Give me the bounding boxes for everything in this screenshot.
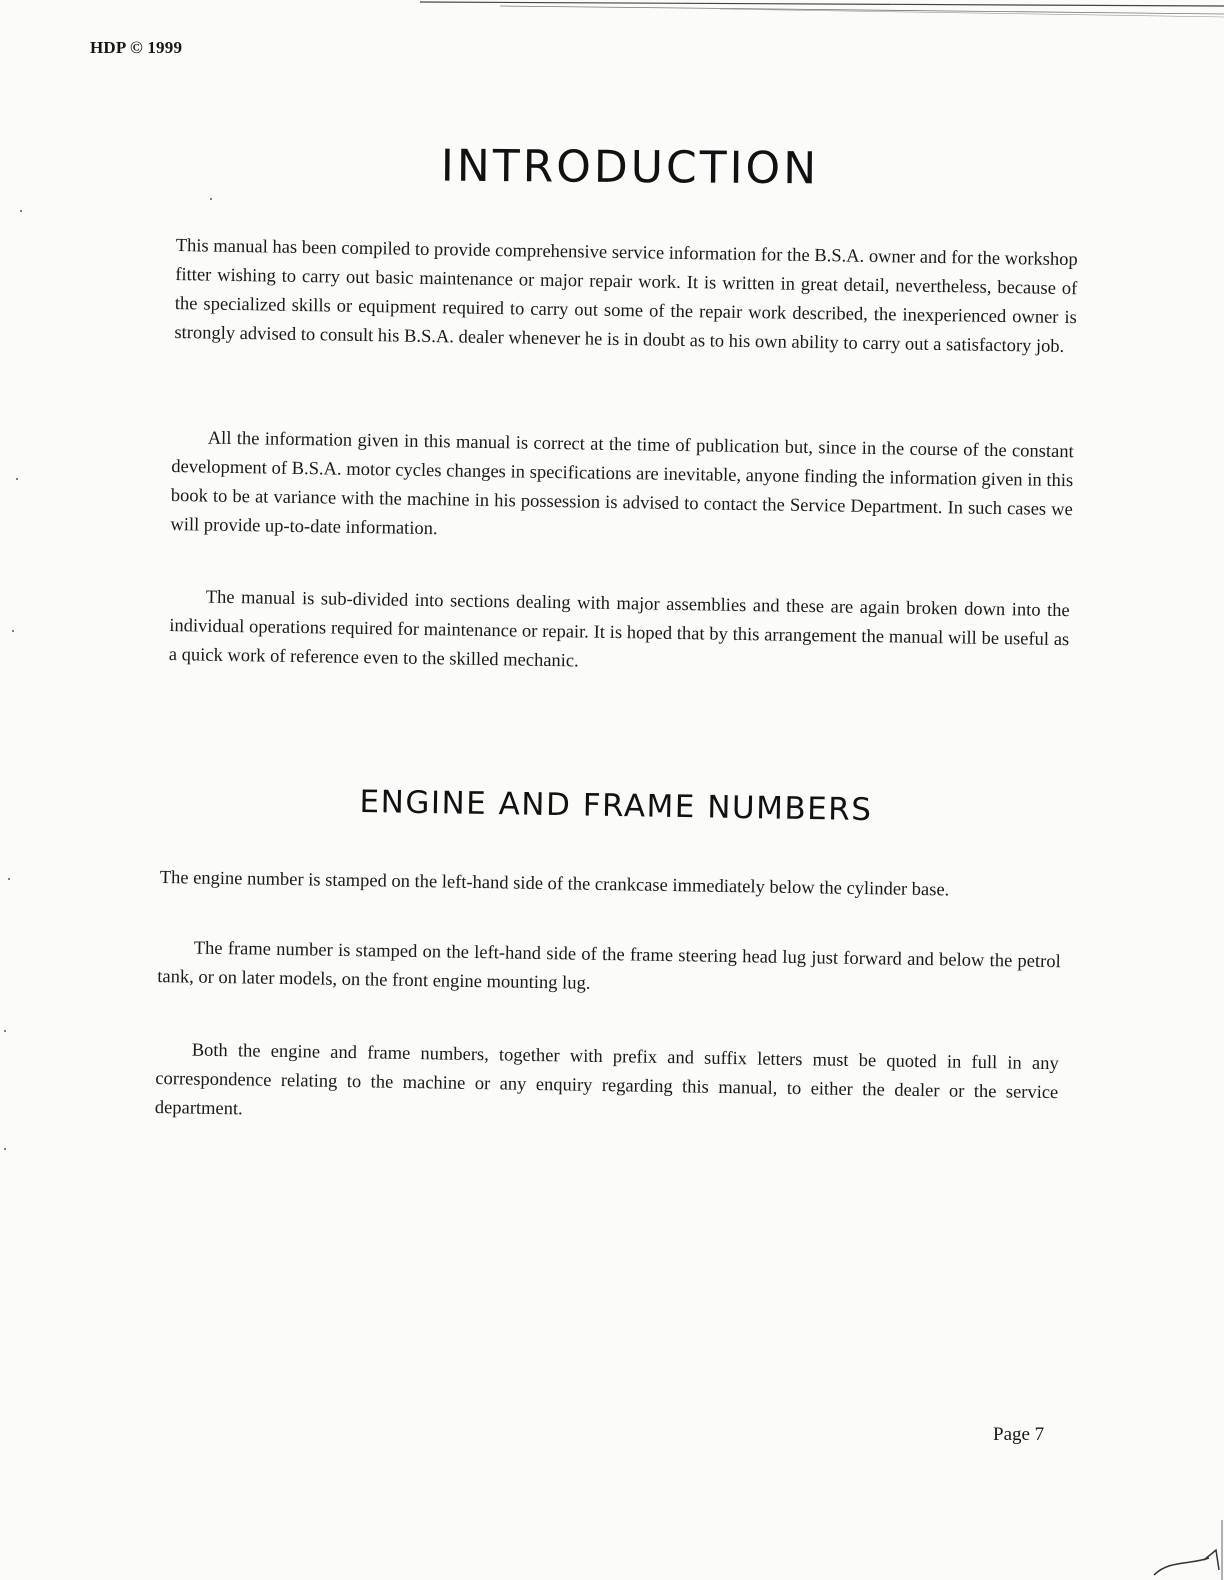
- engine-number-paragraph: The engine number is stamped on the left-hand side of the crankcase immediately below the cylinder base.: [159, 867, 950, 901]
- scan-speck: [20, 210, 22, 212]
- scan-speck: [8, 878, 10, 880]
- scan-speck: [16, 478, 18, 480]
- scan-speck: [4, 1148, 6, 1150]
- quoting-numbers-paragraph: Both the engine and frame numbers, together with prefix and suffix letters must be quoted in full in any correspondence relating to the machine or any enquiry regarding this manual, to either the dealer or the service department.: [154, 1040, 1059, 1120]
- scan-edge-mark: [1134, 1520, 1224, 1580]
- engine-frame-numbers-title: ENGINE AND FRAME NUMBERS: [359, 783, 873, 829]
- introduction-paragraph-2: All the information given in this manual is correct at the time of publication but, since in the course of the constant development of B.S.A. motor cycles changes in specifications are inevitable, anyone finding the information given in this book to be at variance with the machine in his possession is advised to contact the Service Department. In such cases we will provide up-to-date information.: [170, 428, 1074, 540]
- top-scan-rule: [420, 0, 1224, 18]
- scan-speck: [4, 1030, 6, 1032]
- copyright-mark: HDP © 1999: [90, 38, 183, 57]
- page-number: Page 7: [993, 1424, 1045, 1445]
- scan-speck: [12, 630, 14, 632]
- introduction-paragraph-3: The manual is sub-divided into sections dealing with major assemblies and these are again broken down into the individual operations required for maintenance or repair. It is hoped that by this arrangement the manual will be useful as a quick work of reference even to the skilled mechanic.: [168, 587, 1070, 672]
- introduction-paragraph-1: This manual has been compiled to provide comprehensive service information for the B.S.A. owner and for the workshop fitter wishing to carry out basic maintenance or major repair work. It is written in great detail, nevertheless, because of the specialized skills or equipment required to carry out some of the repair work described, the inexperienced owner is strongly advised to consult his B.S.A. dealer whenever he is in doubt as to his own ability to carry out a satisfactory job.: [174, 235, 1078, 357]
- introduction-title: INTRODUCTION: [440, 140, 820, 195]
- scan-speck: [210, 198, 212, 200]
- frame-number-paragraph: The frame number is stamped on the left-hand side of the frame steering head lug just forward and below the petrol tank, or on later models, on the front engine mounting lug.: [157, 938, 1061, 994]
